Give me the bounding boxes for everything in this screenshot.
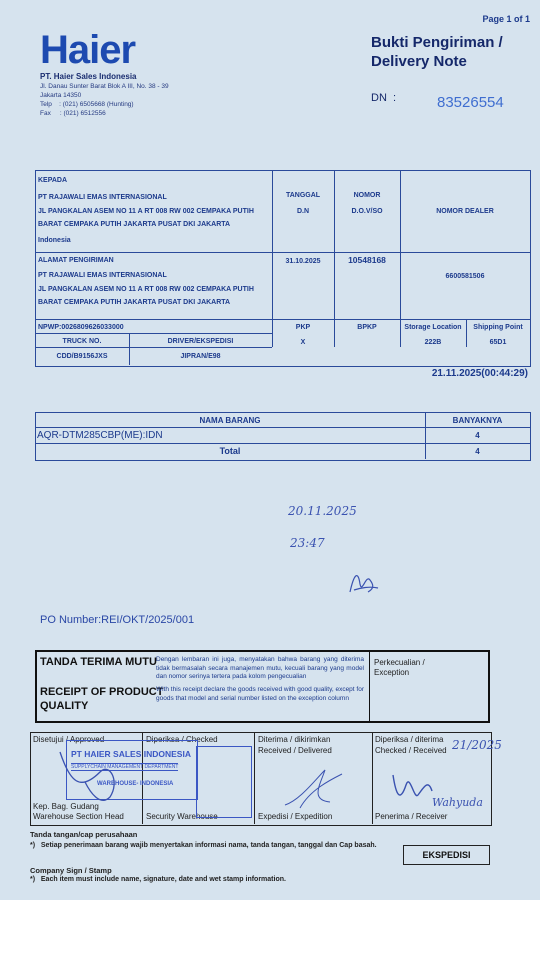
security-label: Security Warehouse — [146, 812, 218, 821]
npwp: NPWP:0026809626033000 — [38, 324, 124, 331]
driver-label: DRIVER/EKSPEDISI — [167, 338, 234, 345]
company-city: Jakarta 14350 — [40, 92, 82, 99]
stamp-line2: SUPPLYCHAIN MANAGEMENT DEPARTMENT — [71, 764, 179, 770]
truck-value: CDD/B9156JXS — [56, 353, 108, 360]
warehouse-label2: Warehouse Section Head — [33, 812, 124, 821]
storage-value: 222B — [424, 339, 442, 346]
item-qty: 4 — [475, 431, 480, 440]
receiver-label: Penerima / Receiver — [375, 812, 448, 821]
nomor-value: D.O.V/SO — [351, 208, 383, 215]
company-phone: Telp : (021) 6505668 (Hunting) — [40, 101, 134, 108]
receipt-en-title1: RECEIPT OF PRODUCT — [40, 686, 164, 698]
company-address: Jl. Danau Sunter Barat Blok A III, No. 38 - 39 — [40, 83, 169, 90]
ship-name: PT RAJAWALI EMAS INTERNASIONAL — [38, 272, 167, 279]
haier-logo: Haier — [40, 28, 136, 72]
company-sign-label: Company Sign / Stamp — [30, 866, 112, 875]
ship-label: ALAMAT PENGIRIMAN — [38, 257, 114, 264]
receipt-id-text: Dengan lembaran ini juga, menyatakan bahwa barang yang diterima tidak bermasalah secara manajemen mutu, kecuali barang yang model dan nomor serinya tertera pada kolom pengecualian — [156, 656, 364, 680]
doc-title-line1: Bukti Pengiriman / — [371, 34, 503, 51]
recipient-country: Indonesia — [38, 237, 71, 244]
stamp-frame — [196, 746, 252, 818]
sign-note: *) Setiap penerimaan barang wajib menyertakan informasi nama, tanda tangan, tanggal dan Cap basah. — [30, 842, 377, 849]
stamp-line1: PT HAIER SALES INDONESIA — [71, 749, 191, 759]
recipient-addr1: JL PANGKALAN ASEM NO 11 A RT 008 RW 002 CEMPAKA PUTIH — [38, 208, 254, 215]
warehouse-label1: Kep. Bag. Gudang — [33, 802, 99, 811]
bpkp-label: BPKP — [357, 324, 377, 331]
shipping-value: 65D1 — [489, 339, 507, 346]
driver-value: JIPRAN/E98 — [180, 353, 221, 360]
item-name: AQR-DTM285CBP(ME):IDN — [37, 430, 163, 441]
dn-label: DN : — [371, 92, 397, 104]
approver-signature — [40, 742, 140, 812]
ship-addr2: BARAT CEMPAKA PUTIH JAKARTA PUSAT DKI JAKARTA — [38, 299, 231, 306]
exception-label1: Perkecualian / — [374, 658, 425, 667]
col-qty-header: BANYAKNYA — [452, 416, 503, 425]
total-qty: 4 — [475, 447, 480, 456]
dn-number: 83526554 — [437, 94, 504, 111]
exception-label2: Exception — [374, 668, 410, 677]
pkp-value: X — [300, 339, 306, 346]
handwritten-initials — [340, 562, 380, 602]
storage-label: Storage Location — [404, 324, 462, 331]
tanggal-value: D.N — [296, 208, 310, 215]
expedition-signature — [280, 760, 350, 815]
total-label: Total — [219, 446, 241, 456]
ship-date: 31.10.2025 — [285, 258, 321, 265]
stamp-line3: WAREHOUSE- INDONESIA — [97, 781, 174, 787]
handwritten-time: 23:47 — [290, 536, 325, 550]
tanggal-label: TANGGAL — [285, 192, 321, 199]
receiver-handwritten-name: Wahyuda — [432, 796, 483, 809]
nomor-label: NOMOR — [353, 192, 381, 199]
approved-label: Disetujui / Approved — [33, 735, 105, 744]
company-fax: Fax : (021) 6512556 — [40, 110, 106, 117]
recipient-addr2: BARAT CEMPAKA PUTIH JAKARTA PUSAT DKI JAKARTA — [38, 221, 231, 228]
checked-received-label2: Checked / Received — [375, 746, 447, 755]
kepada-label: KEPADA — [38, 177, 68, 184]
ship-addr1: JL PANGKALAN ASEM NO 11 A RT 008 RW 002 CEMPAKA PUTIH — [38, 286, 254, 293]
receiver-handwritten-date: 21/2025 — [452, 738, 502, 752]
pkp-label: PKP — [295, 324, 311, 331]
checked-label: Diperiksa / Checked — [146, 735, 218, 744]
receipt-en-title2: QUALITY — [40, 700, 89, 712]
truck-label: TRUCK NO. — [62, 338, 102, 345]
receipt-en-text: With this receipt declare the goods received with good quality, except for goods that model and serial number listed on the exception column — [156, 686, 364, 702]
ekspedisi-box — [403, 845, 490, 865]
checked-received-label1: Diperiksa / diterima — [375, 735, 444, 744]
ship-number: 10548168 — [348, 255, 386, 265]
company-sign-note: *) Each item must include name, signature, date and wet stamp information. — [30, 876, 286, 883]
handwritten-date: 20.11.2025 — [288, 504, 357, 518]
doc-title-line2: Delivery Note — [371, 53, 467, 70]
ekspedisi-label: EKSPEDISI — [422, 850, 471, 860]
expedition-label: Expedisi / Expedition — [258, 812, 333, 821]
sign-label: Tanda tangan/cap perusahaan — [30, 830, 138, 839]
page-label: Page 1 of 1 — [482, 14, 530, 24]
shipping-label: Shipping Point — [473, 324, 523, 331]
dealer-number: 6600581506 — [445, 273, 485, 280]
recipient-name: PT RAJAWALI EMAS INTERNASIONAL — [38, 194, 167, 201]
po-number: PO Number:REI/OKT/2025/001 — [40, 614, 195, 626]
col-name-header: NAMA BARANG — [199, 416, 261, 425]
receipt-id-title: TANDA TERIMA MUTU — [40, 656, 157, 668]
dealer-label: NOMOR DEALER — [436, 208, 494, 215]
company-name: PT. Haier Sales Indonesia — [40, 72, 137, 81]
print-timestamp: 21.11.2025(00:44:29) — [431, 368, 528, 379]
delivered-label2: Received / Delivered — [258, 746, 332, 755]
delivered-label1: Diterima / dikirimkan — [258, 735, 331, 744]
